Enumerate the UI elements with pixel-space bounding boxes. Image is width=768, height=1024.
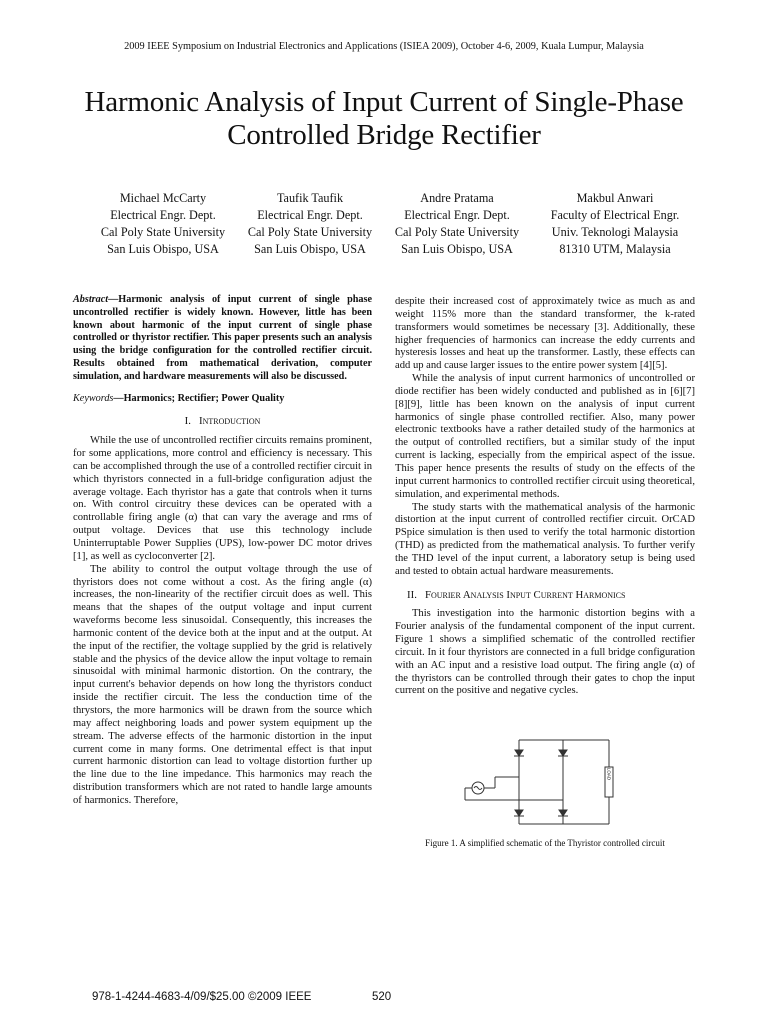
author-block [83, 190, 243, 258]
author-dept: Faculty of Electrical Engr. [550, 208, 680, 222]
author-name: Taufik Taufik [276, 191, 344, 205]
author-dept: Electrical Engr. Dept. [257, 208, 363, 222]
paragraph: While the analysis of input current harmonics of uncontrolled or diode rectifier has been widely conducted and published as in [6][7][8][9], little has been known on the analysis of input current harmonics of single phase controlled rectifier. Also, many power electronic textbooks have a rather detailed study of the harmonics at the output of controlled rectifiers, but a similar study of the input current is lacking, especially from the empirical aspect of the issue. This paper hence presents the results of study on the effects of the input current harmonics to controlled rectifier circuit using theoretical, simulation, and experimental methods. [395, 373, 695, 500]
rectifier-schematic [395, 712, 695, 830]
author-name: Makbul Anwari [576, 191, 654, 205]
section-number: I. [184, 415, 191, 428]
author-dept: Electrical Engr. Dept. [110, 208, 216, 222]
section-heading [395, 589, 695, 602]
author-university: Cal Poly State University [100, 225, 226, 239]
author-university: Cal Poly State University [247, 225, 373, 239]
abstract-text: —Harmonic analysis of input current of single phase uncontrolled rectifier is widely known. However, little has been known about harmonic of the input current of single phase controlled or thyristor rectifier. This paper presents such an analysis using the bridge configuration for the controlled rectifier circuit. Results obtained from mathematical derivation, computer simulation, and hardware measurements will also be discussed. [73, 294, 372, 382]
paragraph: The study starts with the mathematical analysis of the harmonic distortion at the input current of controlled rectifier circuit. OrCAD PSpice simulation is then used to verify the total harmonic distortion (THD) as predicted from the mathematical analysis. To further verify the THD level of the input current, a laboratory setup is being used and tested to obtain actual hardware measurements. [395, 501, 695, 577]
keywords-text: —Harmonics; Rectifier; Power Quality [113, 392, 285, 404]
load-label: LOAD [606, 768, 612, 781]
footer-isbn: 978-1-4244-4683-4/09/$25.00 ©2009 IEEE [92, 991, 312, 1003]
paragraph: While the use of uncontrolled rectifier circuits remains prominent, for some applications, more control and efficiency is necessary. This can be accomplished through the use of a controlled rectifier circuit in which thyristors connected in a full-bridge configuration adjust the average voltage. Each thyristor has a gate that controls when it turns on. With control circuitry these devices can be operated with a controllable firing angle (α) that can vary the average and rms of output voltage. Devices that use this technology include Uninterruptable Power Supplies (UPS), low-power DC motor drives [1], as well as cycloconverter [2]. [73, 435, 372, 562]
right-column [395, 296, 695, 849]
section-heading [73, 415, 372, 428]
figure-caption: Figure 1. A simplified schematic of the Thyristor controlled circuit [425, 838, 665, 849]
section-number: II. [407, 588, 417, 601]
thyristor-icon [515, 810, 523, 816]
left-column [73, 294, 372, 808]
thyristor-icon [559, 750, 567, 756]
author-location: 81310 UTM, Malaysia [559, 242, 671, 256]
author-name: Andre Pratama [420, 191, 494, 205]
figure-1 [395, 712, 695, 849]
keywords-lead: Keywords [73, 392, 114, 404]
author-location: San Luis Obispo, USA [107, 242, 219, 256]
thyristor-icon [515, 750, 523, 756]
author-dept: Electrical Engr. Dept. [404, 208, 510, 222]
author-block [535, 190, 695, 258]
author-university: Cal Poly State University [394, 225, 520, 239]
keywords [73, 393, 372, 406]
author-location: San Luis Obispo, USA [401, 242, 513, 256]
page-number: 520 [372, 991, 392, 1003]
paper-title: Harmonic Analysis of Input Current of Single-Phase Controlled Bridge Rectifier [84, 86, 684, 151]
author-name: Michael McCarty [119, 191, 207, 205]
author-university: Univ. Teknologi Malaysia [551, 225, 679, 239]
paragraph: The ability to control the output voltage through the use of thyristors does not come without a cost. As the firing angle (α) increases, the non-linearity of the rectifier circuit does as well. This means that the shapes of the output voltage and input current waveforms become less sinusoidal. Consequently, this increases the harmonic content of the device both at the input and at the output. At the input of the rectifier, the voltage supplied by the grid is relatively stable and the physics of the device allow the input voltage to remain sinusoidal with minimal harmonic distortion. On the contrary, the input current's behavior depends on how long the thyristors conduct inside the rectifier circuit. The less the conduction time of the thrystors, the more harmonics will be drawn from the source which may affect neighboring loads and power system equipment up the stream. The adverse effects of the harmonic distortion in the input current come in many forms. One detrimental effect is that input current harmonic distortion can lead to voltage distortion further up the line due to the line impedance. This harmonics may reach the distribution transformers which are not rated to handle large amounts of harmonics. Therefore, [73, 563, 372, 806]
author-location: San Luis Obispo, USA [254, 242, 366, 256]
paragraph: This investigation into the harmonic distortion begins with a Fourier analysis of the fundamental component of the input current. Figure 1 shows a simplified schematic of the controlled rectifier circuit. In it four thyristors are connected in a full bridge configuration with an AC input and a resistive load output. The firing angle (α) of the thyristors can be controlled through their gates to chop the input current on the positive and negative cycles. [395, 608, 695, 697]
thyristor-icon [559, 810, 567, 816]
author-block [377, 190, 537, 258]
section-title: Introduction [199, 415, 261, 428]
paragraph: despite their increased cost of approximately twice as much as and weight 115% more than the standard transformer, the k-rated transformers would sometimes be necessary [3]. Additionally, these higher frequencies of harmonics can increase the eddy currents and hysteresis losses and heat up the transformer. Lastly, these effects can add up and cause larger issues to the entire power system [4][5]. [395, 296, 695, 372]
abstract [73, 294, 372, 384]
abstract-lead: Abstract [73, 294, 109, 305]
section-title: Fourier Analysis Input Current Harmonics [425, 588, 626, 601]
author-block [230, 190, 390, 258]
conference-header: 2009 IEEE Symposium on Industrial Electronics and Applications (ISIEA 2009), October 4-6, 2009, Kuala Lumpur, Malaysia [124, 41, 644, 52]
